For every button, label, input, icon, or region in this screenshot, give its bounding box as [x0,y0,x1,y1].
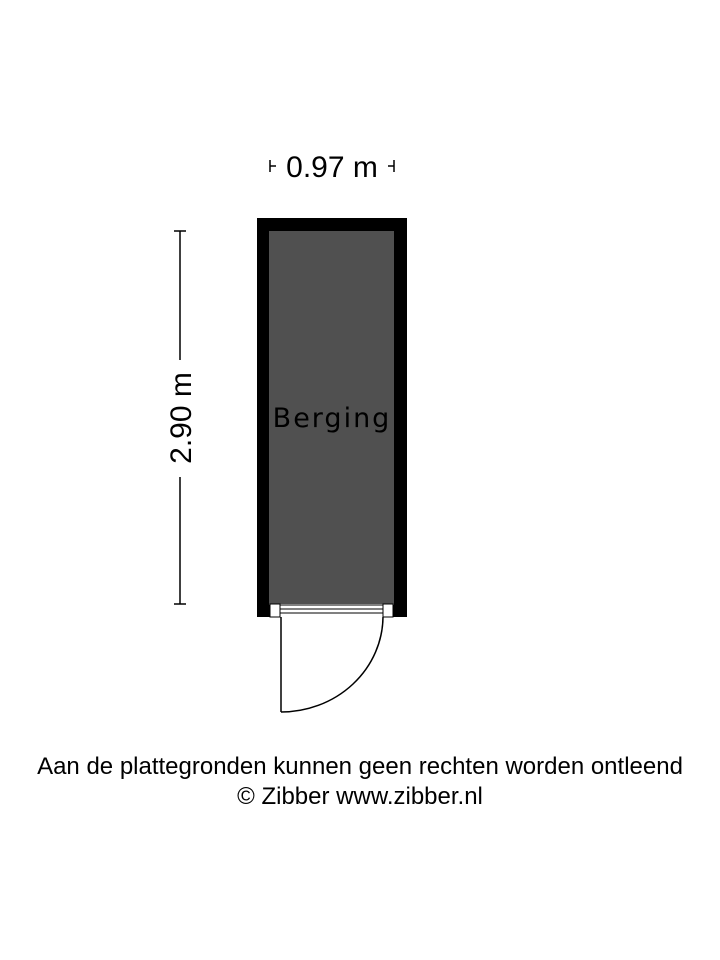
door-swing-arc [281,617,383,712]
width-dimension-label: 0.97 m [286,151,378,184]
room-berging [257,218,407,617]
copyright-text: © Zibber www.zibber.nl [237,783,483,810]
width-dimension [270,151,394,184]
door-jamb-right [383,604,393,617]
height-dimension-label: 2.90 m [165,372,198,464]
door-jamb-left [270,604,280,617]
room-label: Berging [272,403,392,434]
disclaimer-text: Aan de plattegronden kunnen geen rechten worden ontleend [37,753,683,780]
height-dimension [165,231,198,604]
door-opening [270,604,393,618]
door [270,604,393,712]
